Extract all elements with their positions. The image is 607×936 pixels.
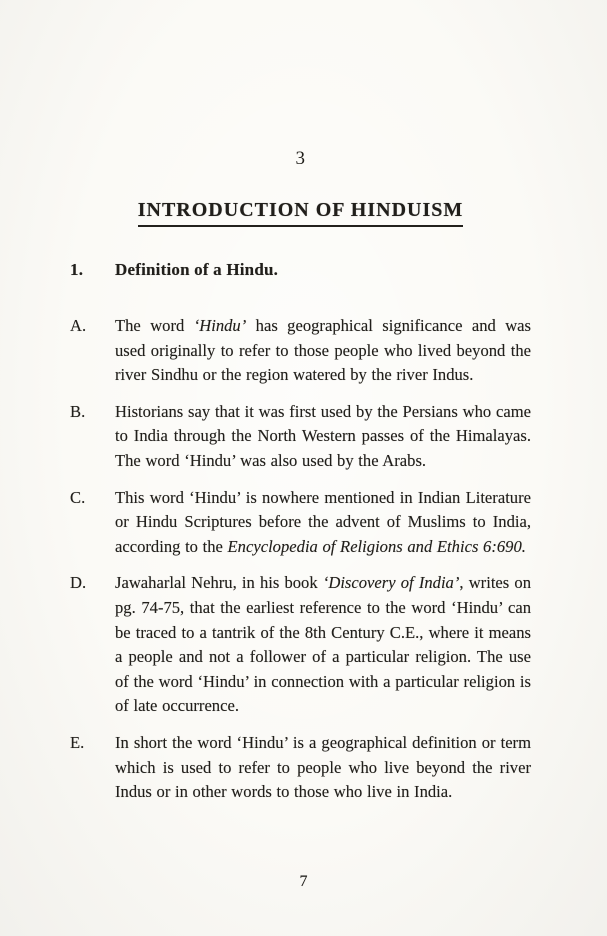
item-text: The word ‘Hindu’ has geographical significance and was used originally to refer to those people who lived beyond the river Sindhu or the region watered by the river Indus. bbox=[115, 316, 531, 385]
section-heading-row bbox=[70, 260, 531, 280]
item-label: C. bbox=[70, 487, 86, 507]
list-item bbox=[70, 731, 531, 805]
definition-list bbox=[70, 314, 531, 805]
item-label: B. bbox=[70, 401, 86, 421]
item-label: D. bbox=[70, 573, 87, 593]
section-heading: Definition of a Hindu. bbox=[115, 260, 279, 279]
page-content bbox=[70, 0, 531, 817]
list-item bbox=[70, 486, 531, 560]
page-number: 7 bbox=[299, 873, 308, 890]
list-item bbox=[70, 571, 531, 719]
item-label: E. bbox=[70, 732, 85, 752]
list-item bbox=[70, 400, 531, 474]
list-item bbox=[70, 314, 531, 388]
item-text: Historians say that it was first used by the Persians who came to India through the North Western passes of the Himalayas. The word ‘Hindu’ was also used by the Arabs. bbox=[115, 401, 531, 470]
item-text: This word ‘Hindu’ is nowhere mentioned in Indian Literature or Hindu Scriptures before the advent of Muslims to India, according to the Encyclopedia of Religions and Ethics 6:690. bbox=[115, 487, 531, 556]
chapter-number: 3 bbox=[295, 148, 306, 169]
item-label: A. bbox=[70, 316, 87, 335]
page-title: INTRODUCTION OF HINDUISM bbox=[138, 199, 464, 227]
section-number: 1. bbox=[70, 260, 84, 279]
title-wrap bbox=[70, 199, 531, 227]
item-text: Jawaharlal Nehru, in his book ‘Discovery of India’, writes on pg. 74-75, that the earliest reference to the word ‘Hindu’ can be traced to a tantrik of the 8th Century C.E., where it means a people and not a follower of a particular religion. The use of the word ‘Hindu’ in connection with a particular religion is of late occurrence. bbox=[115, 573, 531, 716]
item-text: In short the word ‘Hindu’ is a geographical definition or term which is used to refer to people who live beyond the river Indus or in other words to those who live in India. bbox=[115, 732, 531, 802]
